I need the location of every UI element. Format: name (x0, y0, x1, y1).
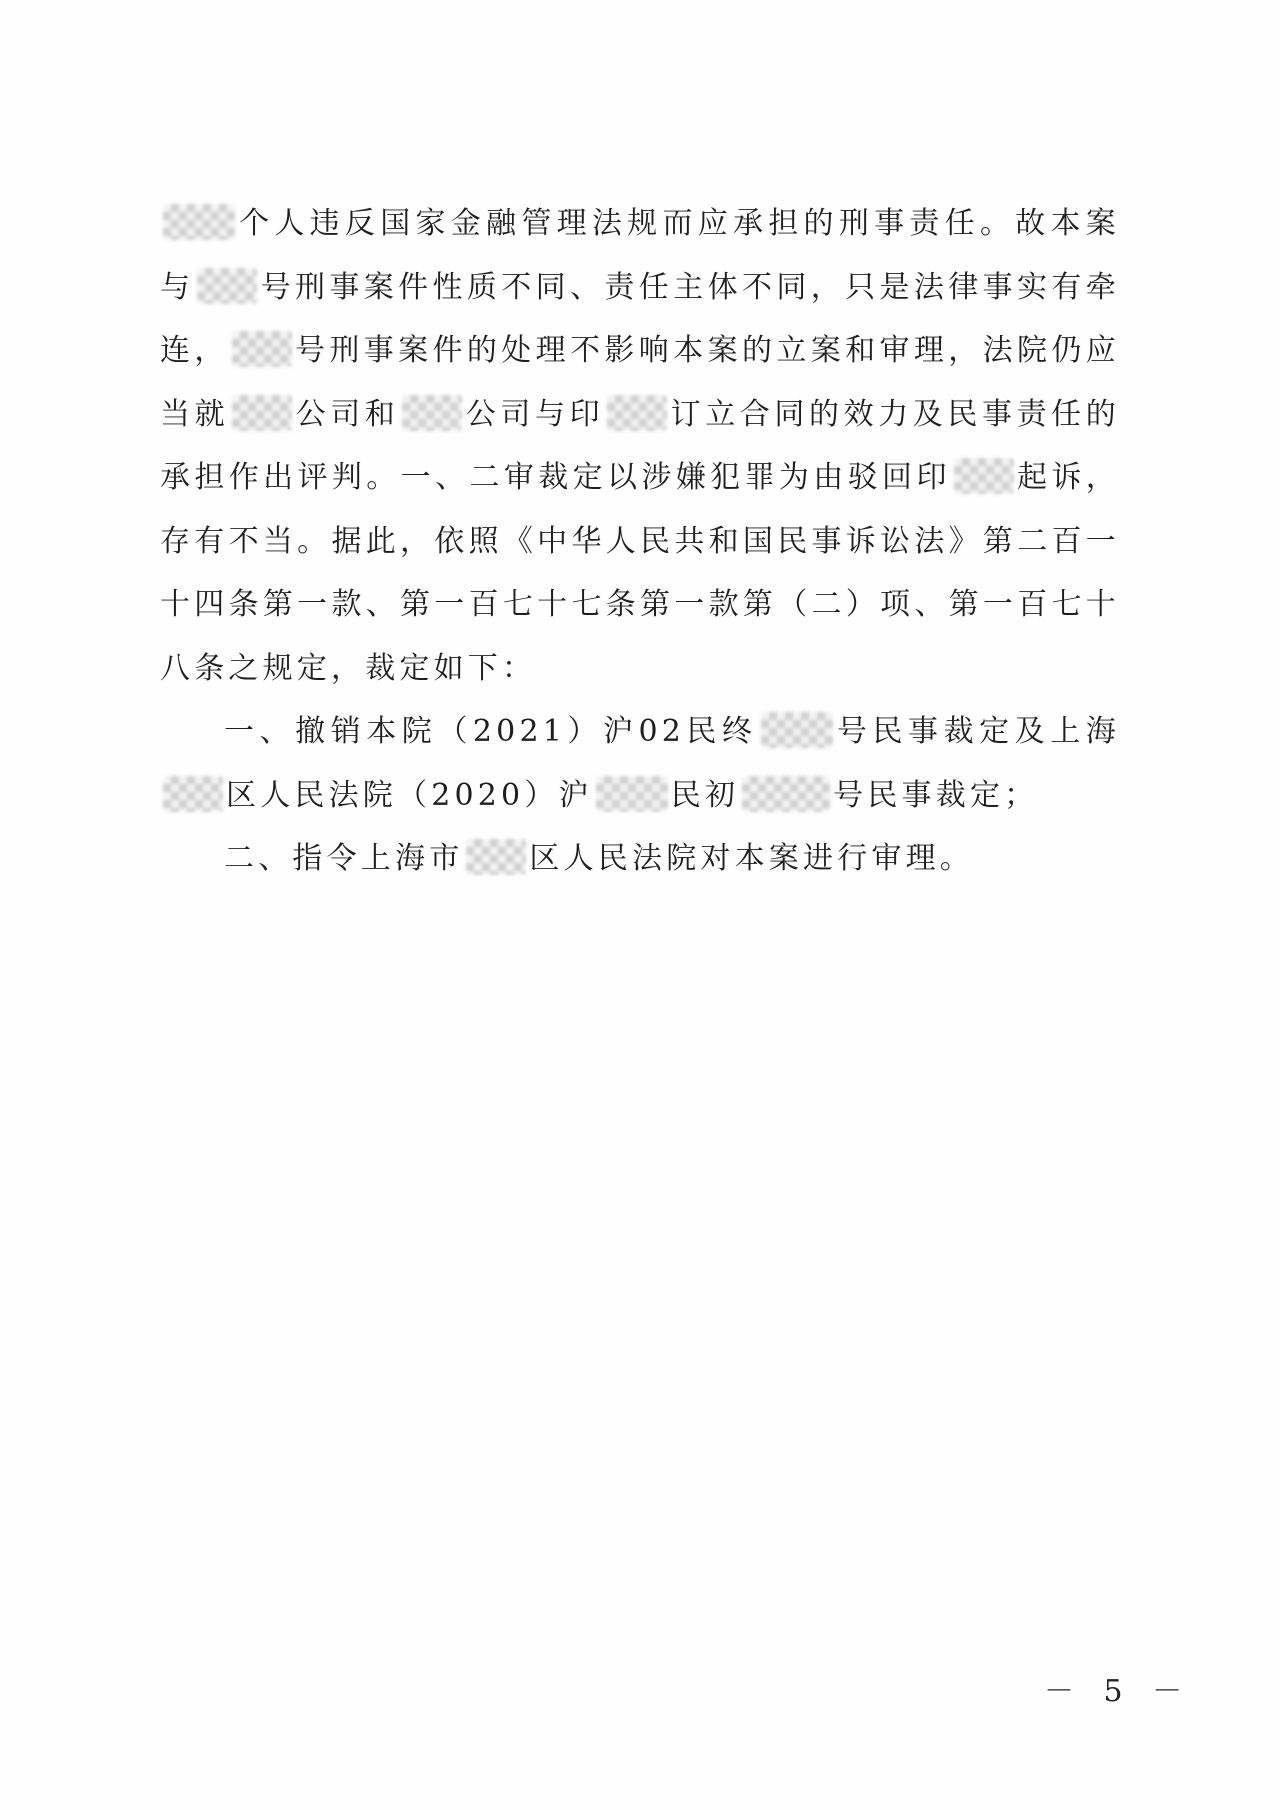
text-segment: 订立合同的效力及民事责任的 (670, 396, 1120, 432)
redaction-mosaic (402, 395, 462, 431)
redaction-mosaic (742, 776, 830, 812)
text-segment: 公司和 (295, 396, 400, 432)
paragraph-line (160, 764, 1120, 828)
paragraph-line (160, 446, 1120, 510)
redaction-mosaic (761, 712, 833, 748)
text-segment: 区人民法院（2020）沪 (226, 777, 593, 813)
text-segment: 公司与印 (465, 396, 605, 432)
redaction-mosaic (232, 331, 292, 367)
paragraph-line (160, 510, 1120, 574)
text-segment: 一、撤销本院（2021）沪02民终 (224, 714, 758, 749)
redaction-mosaic (954, 458, 1014, 494)
redaction-mosaic (163, 776, 223, 812)
paragraph-line (160, 192, 1120, 256)
text-segment: 二、指令上海市 (224, 841, 464, 876)
redaction-mosaic (596, 776, 668, 812)
ruling-body (160, 192, 1120, 891)
paragraph-line (160, 573, 1120, 637)
text-segment: 与 (160, 269, 195, 305)
text-segment: 承担作出评判。一、二审裁定以涉嫌犯罪为由驳回印 (160, 460, 951, 495)
text-segment: 民初 (670, 777, 740, 813)
ruling-item-1 (160, 700, 1120, 764)
text-segment: 连， (160, 333, 229, 368)
paragraph-line (160, 256, 1120, 320)
text-segment: 区人民法院对本案进行审理。 (529, 841, 975, 876)
text-segment: 号刑事案件的处理不影响本案的立案和审理，法院仍应 (294, 333, 1120, 368)
text-segment: 起诉， (1016, 460, 1120, 495)
redaction-mosaic (232, 395, 292, 431)
page-number: － 5 － (1044, 1674, 1193, 1709)
redaction-mosaic (197, 268, 257, 304)
redaction-mosaic (163, 204, 235, 240)
text-segment: 存有不当。据此，依照《中华人民共和国民事诉讼法》第二百一 (160, 523, 1120, 559)
text-segment: 八条之规定，裁定如下： (160, 650, 537, 686)
text-segment: 号刑事案件性质不同、责任主体不同，只是法律事实有牵 (260, 269, 1120, 305)
text-segment: 号民事裁定及上海 (835, 714, 1120, 749)
redaction-mosaic (466, 839, 526, 875)
text-segment: 十四条第一款、第一百七十七条第一款第（二）项、第一百七十 (160, 587, 1120, 622)
ruling-item-2 (160, 827, 1120, 891)
text-segment: 号民事裁定； (833, 777, 1039, 813)
paragraph-line (160, 319, 1120, 383)
redaction-mosaic (607, 395, 667, 431)
paragraph-line (160, 383, 1120, 447)
paragraph-line (160, 637, 1120, 701)
text-segment: 当就 (160, 396, 230, 432)
text-segment: 个人违反国家金融管理法规而应承担的刑事责任。故本案 (238, 206, 1120, 241)
